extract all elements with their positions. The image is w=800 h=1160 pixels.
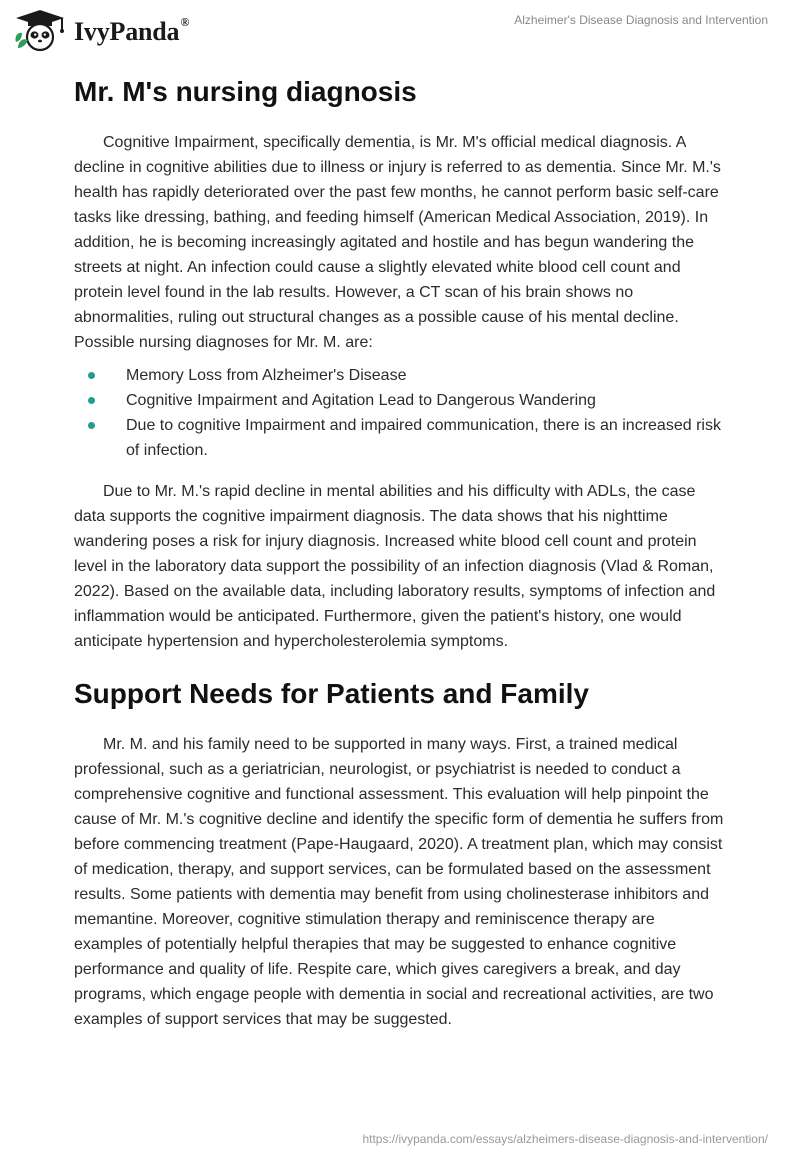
ivypanda-logo[interactable] [12,8,189,52]
paragraph-diagnosis-intro: Cognitive Impairment, specifically dementia, is Mr. M's official medical diagnosis. A decline in cognitive abilities due to illness or injury is referred to as dementia. Since Mr. M.'s health has rapidly deteriorated over the past few months, he cannot perform basic self-care tasks like dressing, bathing, and feeding himself (American Medical Association, 2019). In addition, he is becoming increasingly agitated and hostile and has begun wandering the streets at night. An infection could cause a slightly elevated white blood cell count and protein level found in the lab results. However, a CT scan of his brain shows no abnormalities, ruling out structural changes as a possible cause of his mental decline. Possible nursing diagnoses for Mr. M. are: [74,134,721,351]
list-item [74,363,726,388]
article-content [74,72,726,1032]
source-url-link[interactable]: https://ivypanda.com/essays/alzheimers-disease-diagnosis-and-intervention/ [362,1132,768,1146]
section-heading-nursing-diagnosis: Mr. M's nursing diagnosis [74,76,417,107]
bullet-dot-icon [88,422,95,429]
section-heading-support-needs: Support Needs for Patients and Family [74,678,589,709]
registered-mark: ® [180,15,190,29]
paragraph-support-needs: Mr. M. and his family need to be supported in many ways. First, a trained medical professional, such as a geriatrician, neurologist, or psychiatrist is needed to conduct a comprehensive cognitive and functional assessment. This evaluation will help pinpoint the cause of Mr. M.'s cognitive decline and identify the specific form of dementia he suffers from before commencing treatment (Pape-Haugaard, 2020). A treatment plan, which may consist of medication, therapy, and support services, can be formulated based on the assessment results. Some patients with dementia may benefit from using cholinesterase inhibitors and memantine. Moreover, cognitive stimulation therapy and reminiscence therapy are examples of potentially helpful therapies that may be suggested to enhance cognitive performance and quality of life. Respite care, which gives caregivers a break, and day programs, which engage people with dementia in social and recreational activities, are two examples of support services that may be suggested. [74,736,724,1028]
list-item-text: Memory Loss from Alzheimer's Disease [126,367,407,384]
nursing-diagnoses-list [74,363,726,463]
bullet-dot-icon [88,372,95,379]
list-item [74,388,726,413]
logo-wordmark [74,17,189,47]
page-header [0,0,800,70]
paragraph-diagnosis-support: Due to Mr. M.'s rapid decline in mental abilities and his difficulty with ADLs, the case data supports the cognitive impairment diagnosis. The data shows that his nighttime wandering poses a risk for injury diagnosis. Increased white blood cell count and protein level in the laboratory data support the possibility of an infection diagnosis (Vlad & Roman, 2022). Based on the available data, including laboratory results, symptoms of infection and inflammation would be anticipated. Furthermore, given the patient's history, one would anticipate hypertension and hypercholesterolemia symptoms. [74,483,716,650]
list-item-text: Due to cognitive Impairment and impaired communication, there is an increased risk of infection. [126,417,721,459]
list-item-text: Cognitive Impairment and Agitation Lead to Dangerous Wandering [126,392,596,409]
bullet-dot-icon [88,397,95,404]
list-item [74,413,726,463]
logo-text: IvyPanda [74,17,180,46]
document-title: Alzheimer's Disease Diagnosis and Intervention [514,13,768,27]
panda-graduation-cap-icon [12,8,68,52]
